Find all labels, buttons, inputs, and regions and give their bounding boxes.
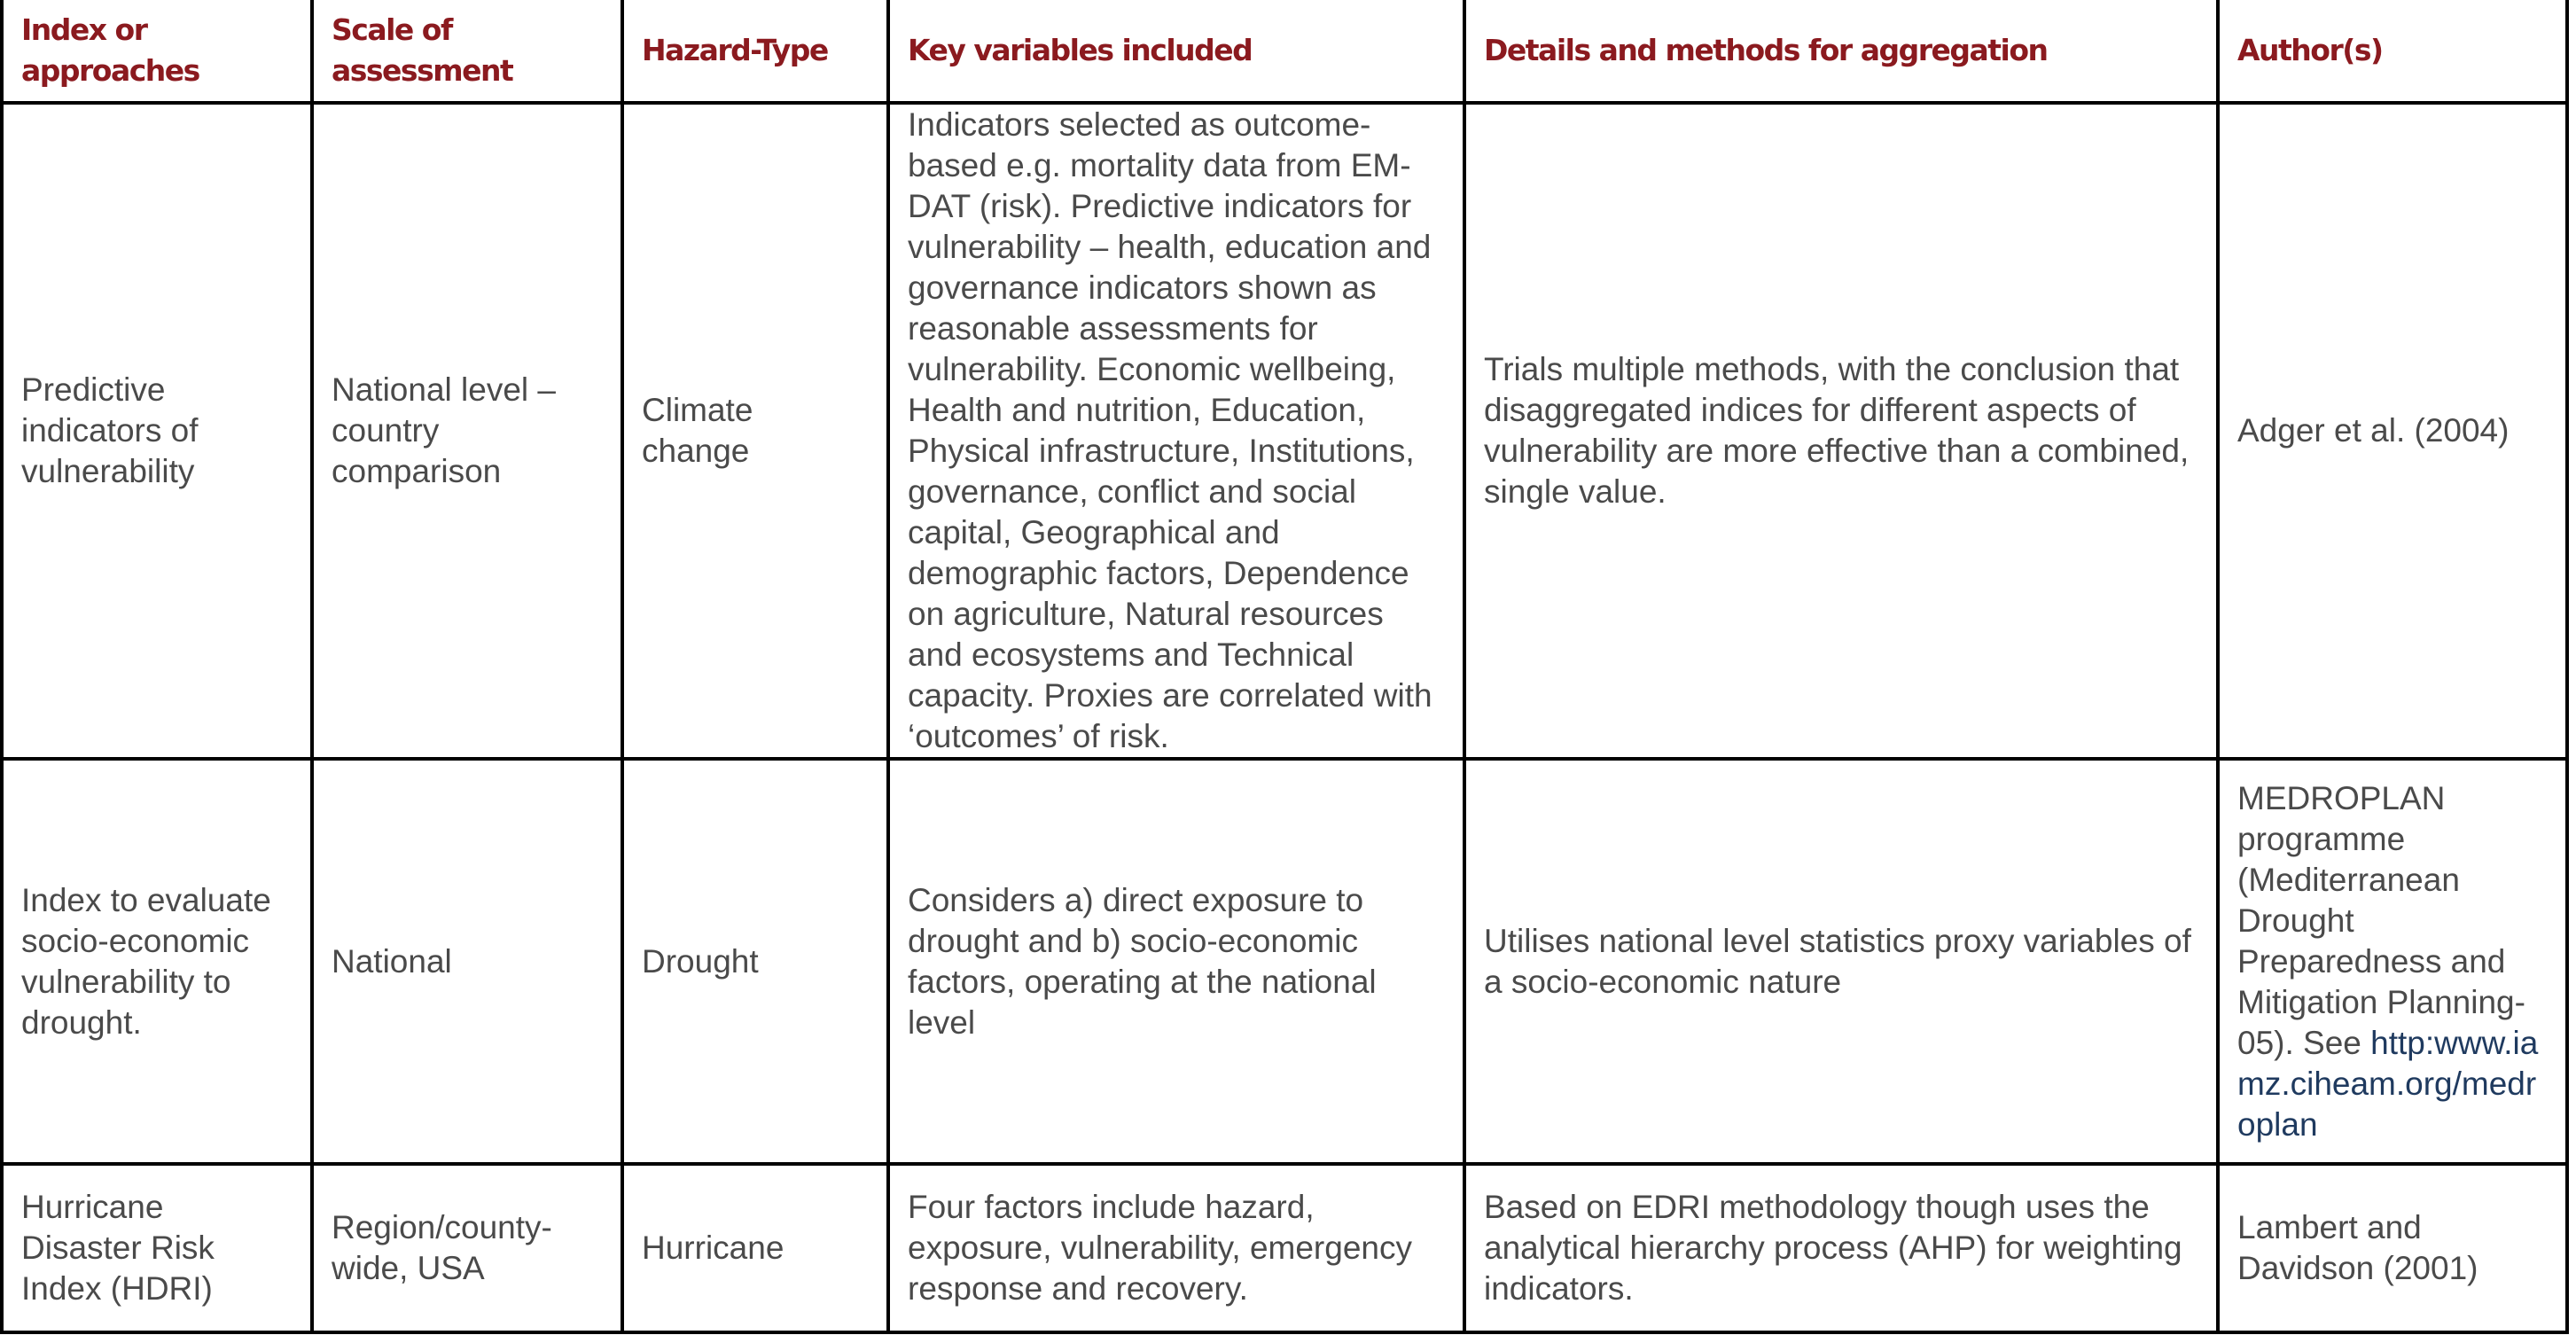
header-index: Index or approaches — [2, 0, 312, 103]
cell-details: Trials multiple methods, with the conclusion that disaggregated indices for different aspects of vulnerability are more effective than a combined, single value. — [1464, 103, 2218, 759]
cell-scale: National — [312, 759, 622, 1164]
header-authors: Author(s) — [2218, 0, 2567, 103]
cell-variables: Indicators selected as outcome-based e.g. mortality data from EM-DAT (risk). Predictive indicators for vulnerability – health, education and governance indicators shown as reasonable assessments for vulnerability. Economic wellbeing, Health and nutrition, Education, Physical infrastructure, Institutions, governance, conflict and social capital, Geographical and demographic factors, Dependence on agriculture, Natural resources and ecosystems and Technical capacity. Proxies are correlated with ‘outcomes’ of risk. — [888, 103, 1464, 759]
cell-variables: Four factors include hazard, exposure, vulnerability, emergency response and recovery. — [888, 1164, 1464, 1332]
table-header-row — [2, 0, 2567, 103]
header-hazard-type: Hazard-Type — [622, 0, 888, 103]
table-row — [2, 759, 2567, 1164]
cell-hazard: Drought — [622, 759, 888, 1164]
table-row — [2, 1164, 2567, 1332]
cell-details: Utilises national level statistics proxy variables of a socio-economic nature — [1464, 759, 2218, 1164]
cell-authors — [2218, 759, 2567, 1164]
cell-hazard: Climate change — [622, 103, 888, 759]
cell-details: Based on EDRI methodology though uses the analytical hierarchy process (AHP) for weighting indicators. — [1464, 1164, 2218, 1332]
cell-authors: Adger et al. (2004) — [2218, 103, 2567, 759]
cell-index: Index to evaluate socio-economic vulnerability to drought. — [2, 759, 312, 1164]
header-details: Details and methods for aggregation — [1464, 0, 2218, 103]
authors-text: MEDROPLAN programme (Mediterranean Drought Preparedness and Mitigation Planning-05). See — [2237, 779, 2525, 1061]
table-row — [2, 103, 2567, 759]
header-key-variables: Key variables included — [888, 0, 1464, 103]
header-scale: Scale of assessment — [312, 0, 622, 103]
medroplan-link[interactable]: http:www.iamz.ciheam.org/medroplan — [2237, 1024, 2539, 1143]
cell-scale: National level – country comparison — [312, 103, 622, 759]
cell-scale: Region/county-wide, USA — [312, 1164, 622, 1332]
cell-authors: Lambert and Davidson (2001) — [2218, 1164, 2567, 1332]
cell-hazard: Hurricane — [622, 1164, 888, 1332]
cell-variables: Considers a) direct exposure to drought and b) socio-economic factors, operating at the national level — [888, 759, 1464, 1164]
cell-index: Hurricane Disaster Risk Index (HDRI) — [2, 1164, 312, 1332]
cell-index: Predictive indicators of vulnerability — [2, 103, 312, 759]
